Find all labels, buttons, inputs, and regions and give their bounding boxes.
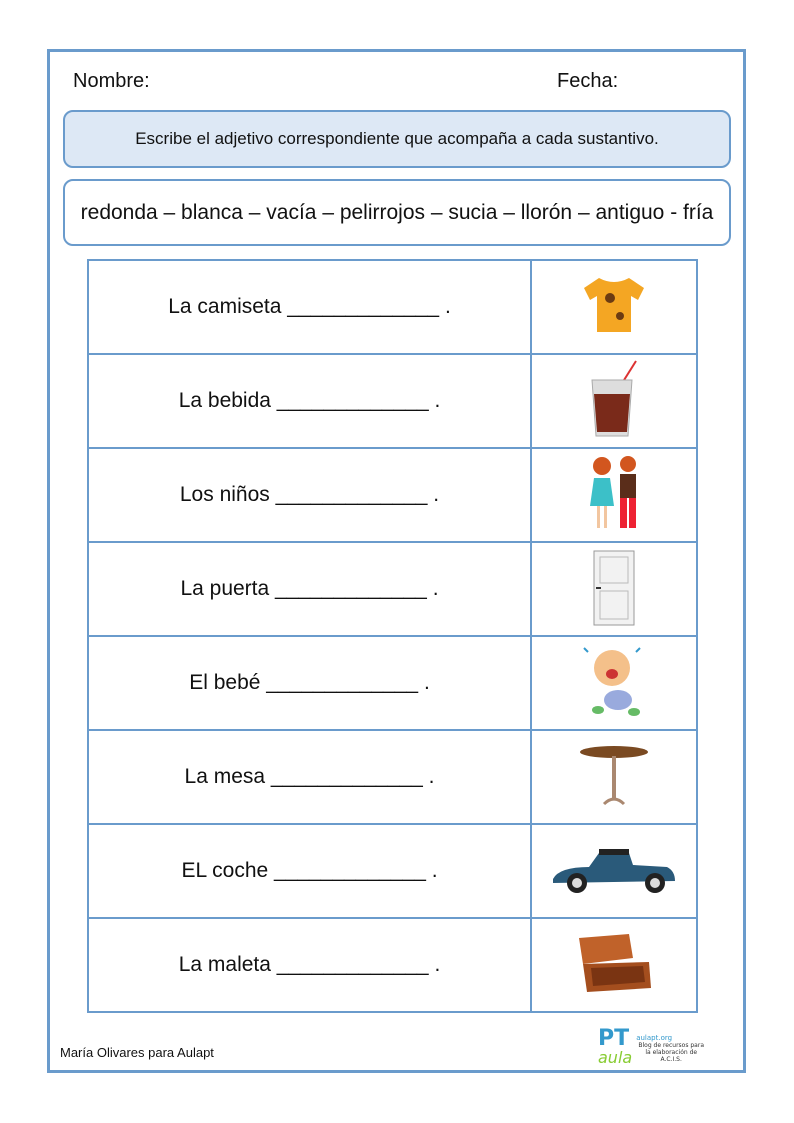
sentence: La mesa _____________ .: [88, 730, 531, 824]
table-row: [88, 542, 697, 636]
white-door-icon: [531, 542, 697, 636]
table-row: [88, 730, 697, 824]
logo-pt: PT: [598, 1026, 630, 1051]
vintage-car-icon: [531, 824, 697, 918]
sentence: Los niños _____________ .: [88, 448, 531, 542]
tagline: Blog de recursos para la elaboración de A.C.I.S.: [638, 1042, 705, 1063]
instruction-box: Escribe el adjetivo correspondiente que acompaña a cada sustantivo.: [63, 110, 731, 168]
aulapt-logo: [598, 1026, 706, 1067]
sentence: La puerta _____________ .: [88, 542, 531, 636]
table-row: [88, 354, 697, 448]
date-label: Fecha:: [557, 70, 619, 92]
sentence: La camiseta _____________ .: [88, 260, 531, 354]
empty-suitcase-icon: [531, 918, 697, 1012]
name-label: Nombre:: [73, 70, 150, 92]
crying-baby-icon: [531, 636, 697, 730]
table-row: [88, 918, 697, 1012]
table-row: [88, 448, 697, 542]
sentence: La bebida _____________ .: [88, 354, 531, 448]
sentence: EL coche _____________ .: [88, 824, 531, 918]
redhead-children-icon: [531, 448, 697, 542]
site-link[interactable]: aulapt.org: [636, 1034, 673, 1042]
word-bank: redonda – blanca – vacía – pelirrojos – sucia – llorón – antiguo - fría: [63, 179, 731, 246]
dirty-tshirt-icon: [531, 260, 697, 354]
exercise-table: [87, 259, 698, 1013]
table-row: [88, 260, 697, 354]
cold-drink-icon: [531, 354, 697, 448]
table-row: [88, 824, 697, 918]
table-row: [88, 636, 697, 730]
author-credit: María Olivares para Aulapt: [60, 1045, 214, 1060]
logo-aula: aula: [598, 1048, 633, 1067]
round-table-icon: [531, 730, 697, 824]
sentence: La maleta _____________ .: [88, 918, 531, 1012]
sentence: El bebé _____________ .: [88, 636, 531, 730]
